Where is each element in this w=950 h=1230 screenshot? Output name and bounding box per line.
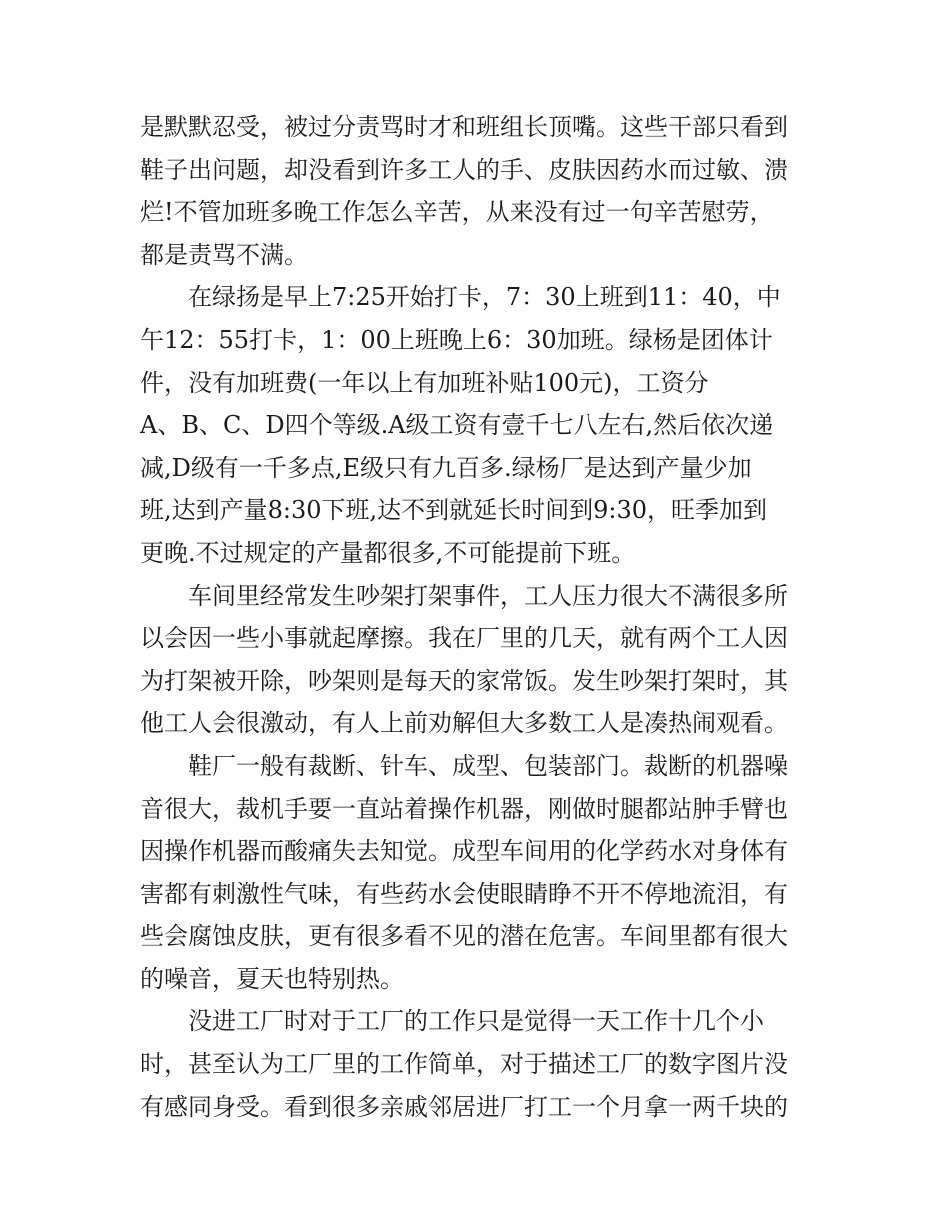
text-line: 鞋子出问题，却没看到许多工人的手、皮肤因药水而过敏、溃 [140,155,788,184]
text-line: 烂!不管加班多晚工作怎么辛苦，从来没有过一句辛苦慰劳， [140,198,774,227]
text-line: 为打架被开除，吵架则是每天的家常饭。发生吵架打架时，其 [140,666,788,695]
text-line: 有感同身受。看到很多亲戚邻居进厂打工一个月拿一两千块的 [140,1092,788,1121]
text-line: 都是责骂不满。 [140,240,308,269]
text-line: 以会因一些小事就起摩擦。我在厂里的几天，就有两个工人因 [140,624,788,653]
paragraph-first-line: 在绿扬是早上7:25开始打卡，7：30上班到11：40，中 [188,283,781,312]
paragraph-first-line: 没进工厂时对于工厂的工作只是觉得一天工作十几个小 [188,1007,764,1036]
paragraph-first-line: 鞋厂一般有裁断、针车、成型、包装部门。裁断的机器噪 [188,751,788,780]
text-line: 班,达到产量8:30下班,达不到就延长时间到9:30，旺季加到 [140,496,768,525]
text-line: 些会腐蚀皮肤，更有很多看不见的潜在危害。车间里都有很大 [140,922,788,951]
text-line: 的噪音，夏天也特别热。 [140,964,404,993]
text-line: 减,D级有一千多点,E级只有九百多.绿杨厂是达到产量少加 [140,453,752,482]
text-line: 时，甚至认为工厂里的工作简单，对于描述工厂的数字图片没 [140,1050,788,1079]
paragraph-first-line: 车间里经常发生吵架打架事件，工人压力很大不满很多所 [188,581,788,610]
text-line: 害都有刺激性气味，有些药水会使眼睛睁不开不停地流泪，有 [140,879,788,908]
text-line: 件，没有加班费(一年以上有加班补贴100元)，工资分 [140,368,709,397]
text-line: 因操作机器而酸痛失去知觉。成型车间用的化学药水对身体有 [140,837,788,866]
text-line: 是默默忍受，被过分责骂时才和班组长顶嘴。这些干部只看到 [140,113,788,141]
text-line: 他工人会很激动，有人上前劝解但大多数工人是凑热闹观看。 [140,709,788,738]
text-line: 午12：55打卡，1：00上班晚上6：30加班。绿杨是团体计 [140,325,773,354]
text-line: A、B、C、D四个等级.A级工资有壹千七八左右,然后依次递 [140,411,774,440]
text-line: 更晚.不过规定的产量都很多,不可能提前下班。 [140,538,636,567]
text-line: 音很大，裁机手要一直站着操作机器，刚做时腿都站肿手臂也 [140,794,788,823]
body-text [140,106,812,1128]
